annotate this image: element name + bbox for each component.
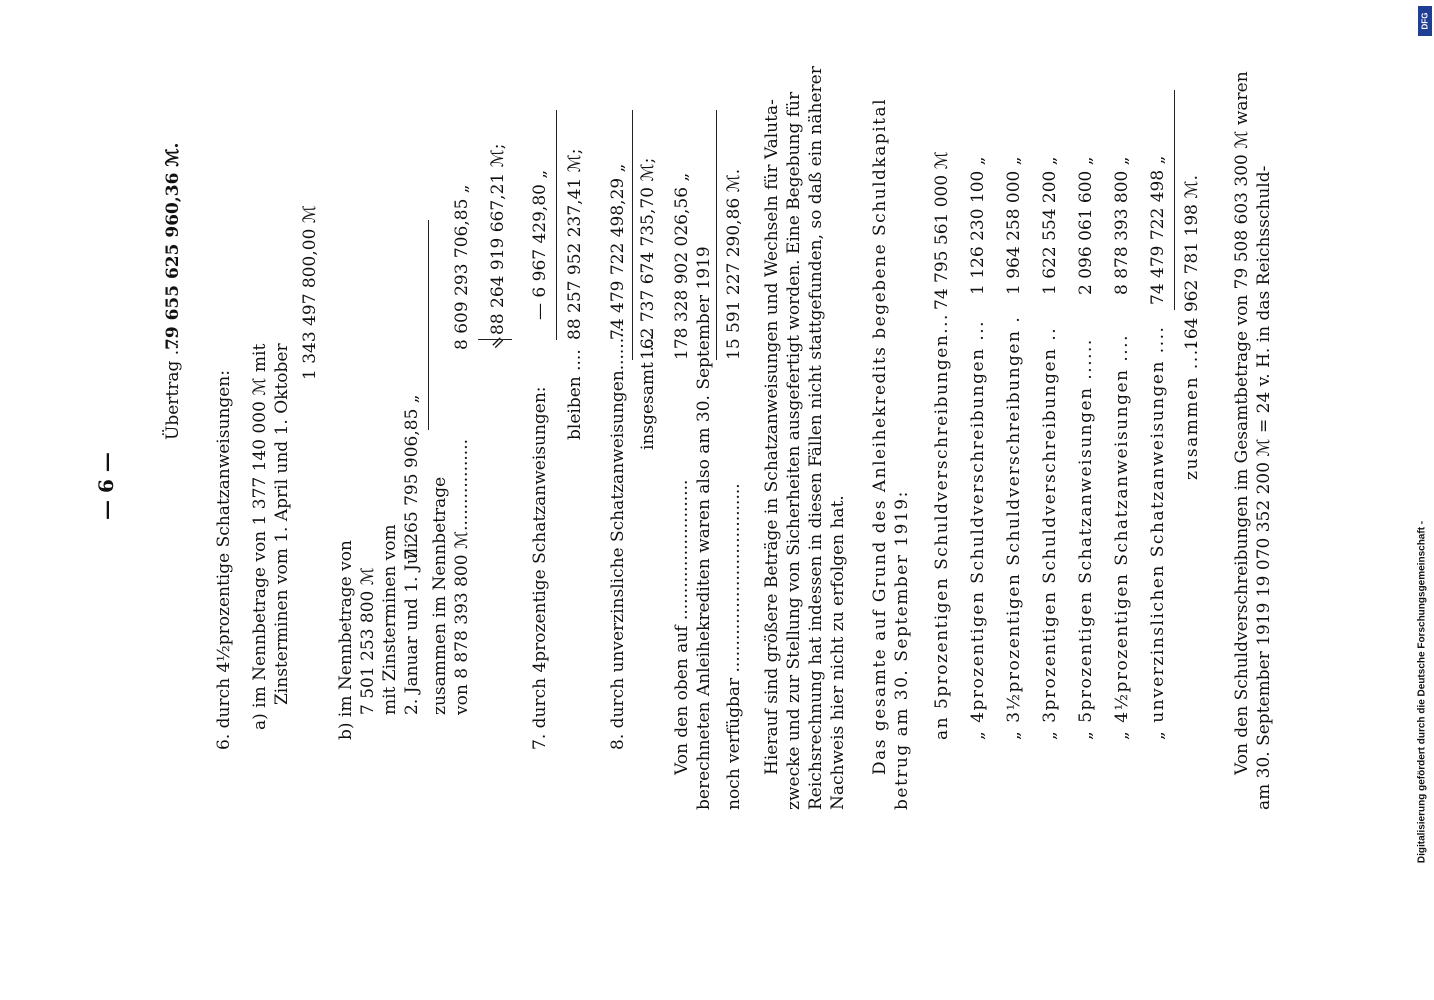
item6-sum-line1: zusammen im Nennbetrage: [430, 476, 450, 715]
item8-total-label: insgesamt ....: [638, 335, 658, 450]
item6-a-line2: Zinsterminen vom 1. April und 1. Oktober: [272, 343, 292, 705]
item6-equals: =: [485, 330, 511, 355]
carry-amount: 79 655 625 960,36 ℳ.: [163, 142, 183, 350]
debt-row-amount: 1 964 258 000 „: [1004, 156, 1024, 295]
debt-row-amount: 1 622 554 200 „: [1040, 156, 1060, 295]
credits-line3: noch verfügbar ...................................: [724, 483, 744, 810]
item7-title: 7. durch 4prozentige Schatzanweisungen:: [530, 386, 550, 750]
carry-label: Übertrag ....: [163, 333, 183, 440]
credits-line2: berechneten Anleihekrediten waren also am 30. September 1919: [694, 246, 714, 810]
item8-title: 8. durch unverzinsliche Schatzanweisungen........: [608, 327, 628, 750]
item6-a-line3: 1 343 497 800,00 ℳ: [300, 205, 320, 380]
item7-remain-label: bleiben ....: [565, 349, 585, 440]
item6-sum-line2: von 8 878 393 800 ℳ.................: [452, 438, 472, 715]
debt-total-amount: 164 962 781 198 ℳ.: [1182, 175, 1202, 350]
debt-row-label: an 5prozentigen Schuldverschreibungen...: [932, 313, 952, 740]
item6-b-line2: 7 501 253 800 ℳ: [358, 567, 378, 715]
item6-b-rule: [428, 220, 429, 430]
para3-line2: am 30. September 1919 19 070 352 200 ℳ = 24 v. H. in das Reichsschuld-: [1254, 165, 1274, 810]
credits-line3-amount: 15 591 227 290,86 ℳ.: [724, 168, 744, 360]
item8-amount: 74 479 722 498,29 „: [608, 163, 628, 340]
para1-line4: Nachweis hier nicht zu erfolgen hat.: [828, 495, 848, 810]
para1-line2: zwecke und zur Stellung von Sicherheiten ausgefertigt worden. Eine Begebung für: [784, 91, 804, 810]
credits-line1: Von den oben auf ..........................: [672, 479, 692, 775]
item7-amount: — 6 967 429,80 „: [530, 169, 550, 320]
item6-b-line3: mit Zinsterminen vom: [380, 524, 400, 715]
debt-total-rule: [1174, 90, 1175, 310]
item8-total-amount: 162 737 674 735,70 ℳ;: [638, 157, 658, 360]
debt-row-amount: 8 878 393 800 „: [1112, 156, 1132, 295]
debt-total-label: zusammen ....: [1182, 341, 1202, 480]
debt-row-label: „ 4prozentigen Schuldverschreibungen ...: [968, 319, 988, 740]
para2-line2: betrug am 30. September 1919:: [892, 490, 912, 810]
item6-total: 88 264 919 667,21 ℳ;: [488, 143, 508, 335]
item6-title: 6. durch 4½prozentige Schatzanweisungen:: [214, 370, 234, 750]
item6-total-bracket: [478, 339, 512, 340]
item6-b-amount: 7 265 795 906,85 „: [402, 394, 422, 560]
para2-line1: Das gesamte auf Grund des Anleihekredits begebene Schuldkapital: [870, 97, 890, 775]
dfg-logo-text: DFG: [1420, 12, 1430, 30]
item6-b-line4: 2. Januar und 1. Juli: [402, 542, 422, 715]
item6-a-line1: a) im Nennbetrage von 1 377 140 000 ℳ mit: [250, 343, 270, 730]
dfg-logo: [1418, 6, 1432, 36]
debt-row-label: „ unverzinslichen Schatzanweisungen ....: [1148, 325, 1168, 740]
dfg-credit-text: Digitalisierung gefördert durch die Deutsche Forschungsgemeinschaft -: [1416, 520, 1428, 864]
item7-remain-amount: 88 257 952 237,41 ℳ;: [565, 148, 585, 340]
page-number: — 6 —: [94, 452, 118, 520]
debt-row-label: „ 5prozentigen Schatzanweisungen ......: [1076, 338, 1096, 740]
para1-line1: Hierauf sind größere Beträge in Schatzanweisungen und Wechseln für Valuta-: [762, 99, 782, 775]
dfg-credit-bar: [1412, 392, 1432, 992]
debt-row-label: „ 3prozentigen Schuldverschreibungen ..: [1040, 326, 1060, 740]
item6-b-line1: b) im Nennbetrage von: [336, 540, 356, 740]
debt-row-amount: 1 126 230 100 „: [968, 156, 988, 295]
credits-rule: [716, 110, 717, 360]
para1-line3: Reichsrechnung hat indessen in diesen Fällen nicht stattgefunden, so daß ein näherer: [806, 66, 826, 810]
debt-row-label: „ 3½prozentigen Schuldverschreibungen .: [1004, 315, 1024, 740]
item8-rule: [632, 110, 633, 360]
item6-sum-amount: 8 609 293 706,85 „: [452, 184, 472, 350]
debt-row-amount: 74 795 561 000 ℳ: [932, 151, 952, 310]
credits-line1-amount: 178 328 902 026,56 „: [672, 172, 692, 360]
debt-row-label: „ 4½prozentigen Schatzanweisungen ....: [1112, 334, 1132, 740]
para3-line1: Von den Schuldverschreibungen im Gesamtbetrage von 79 508 603 300 ℳ waren: [1232, 71, 1252, 775]
debt-row-amount: 74 479 722 498 „: [1148, 155, 1168, 305]
debt-row-amount: 2 096 061 600 „: [1076, 156, 1096, 295]
item7-rule: [556, 110, 557, 340]
